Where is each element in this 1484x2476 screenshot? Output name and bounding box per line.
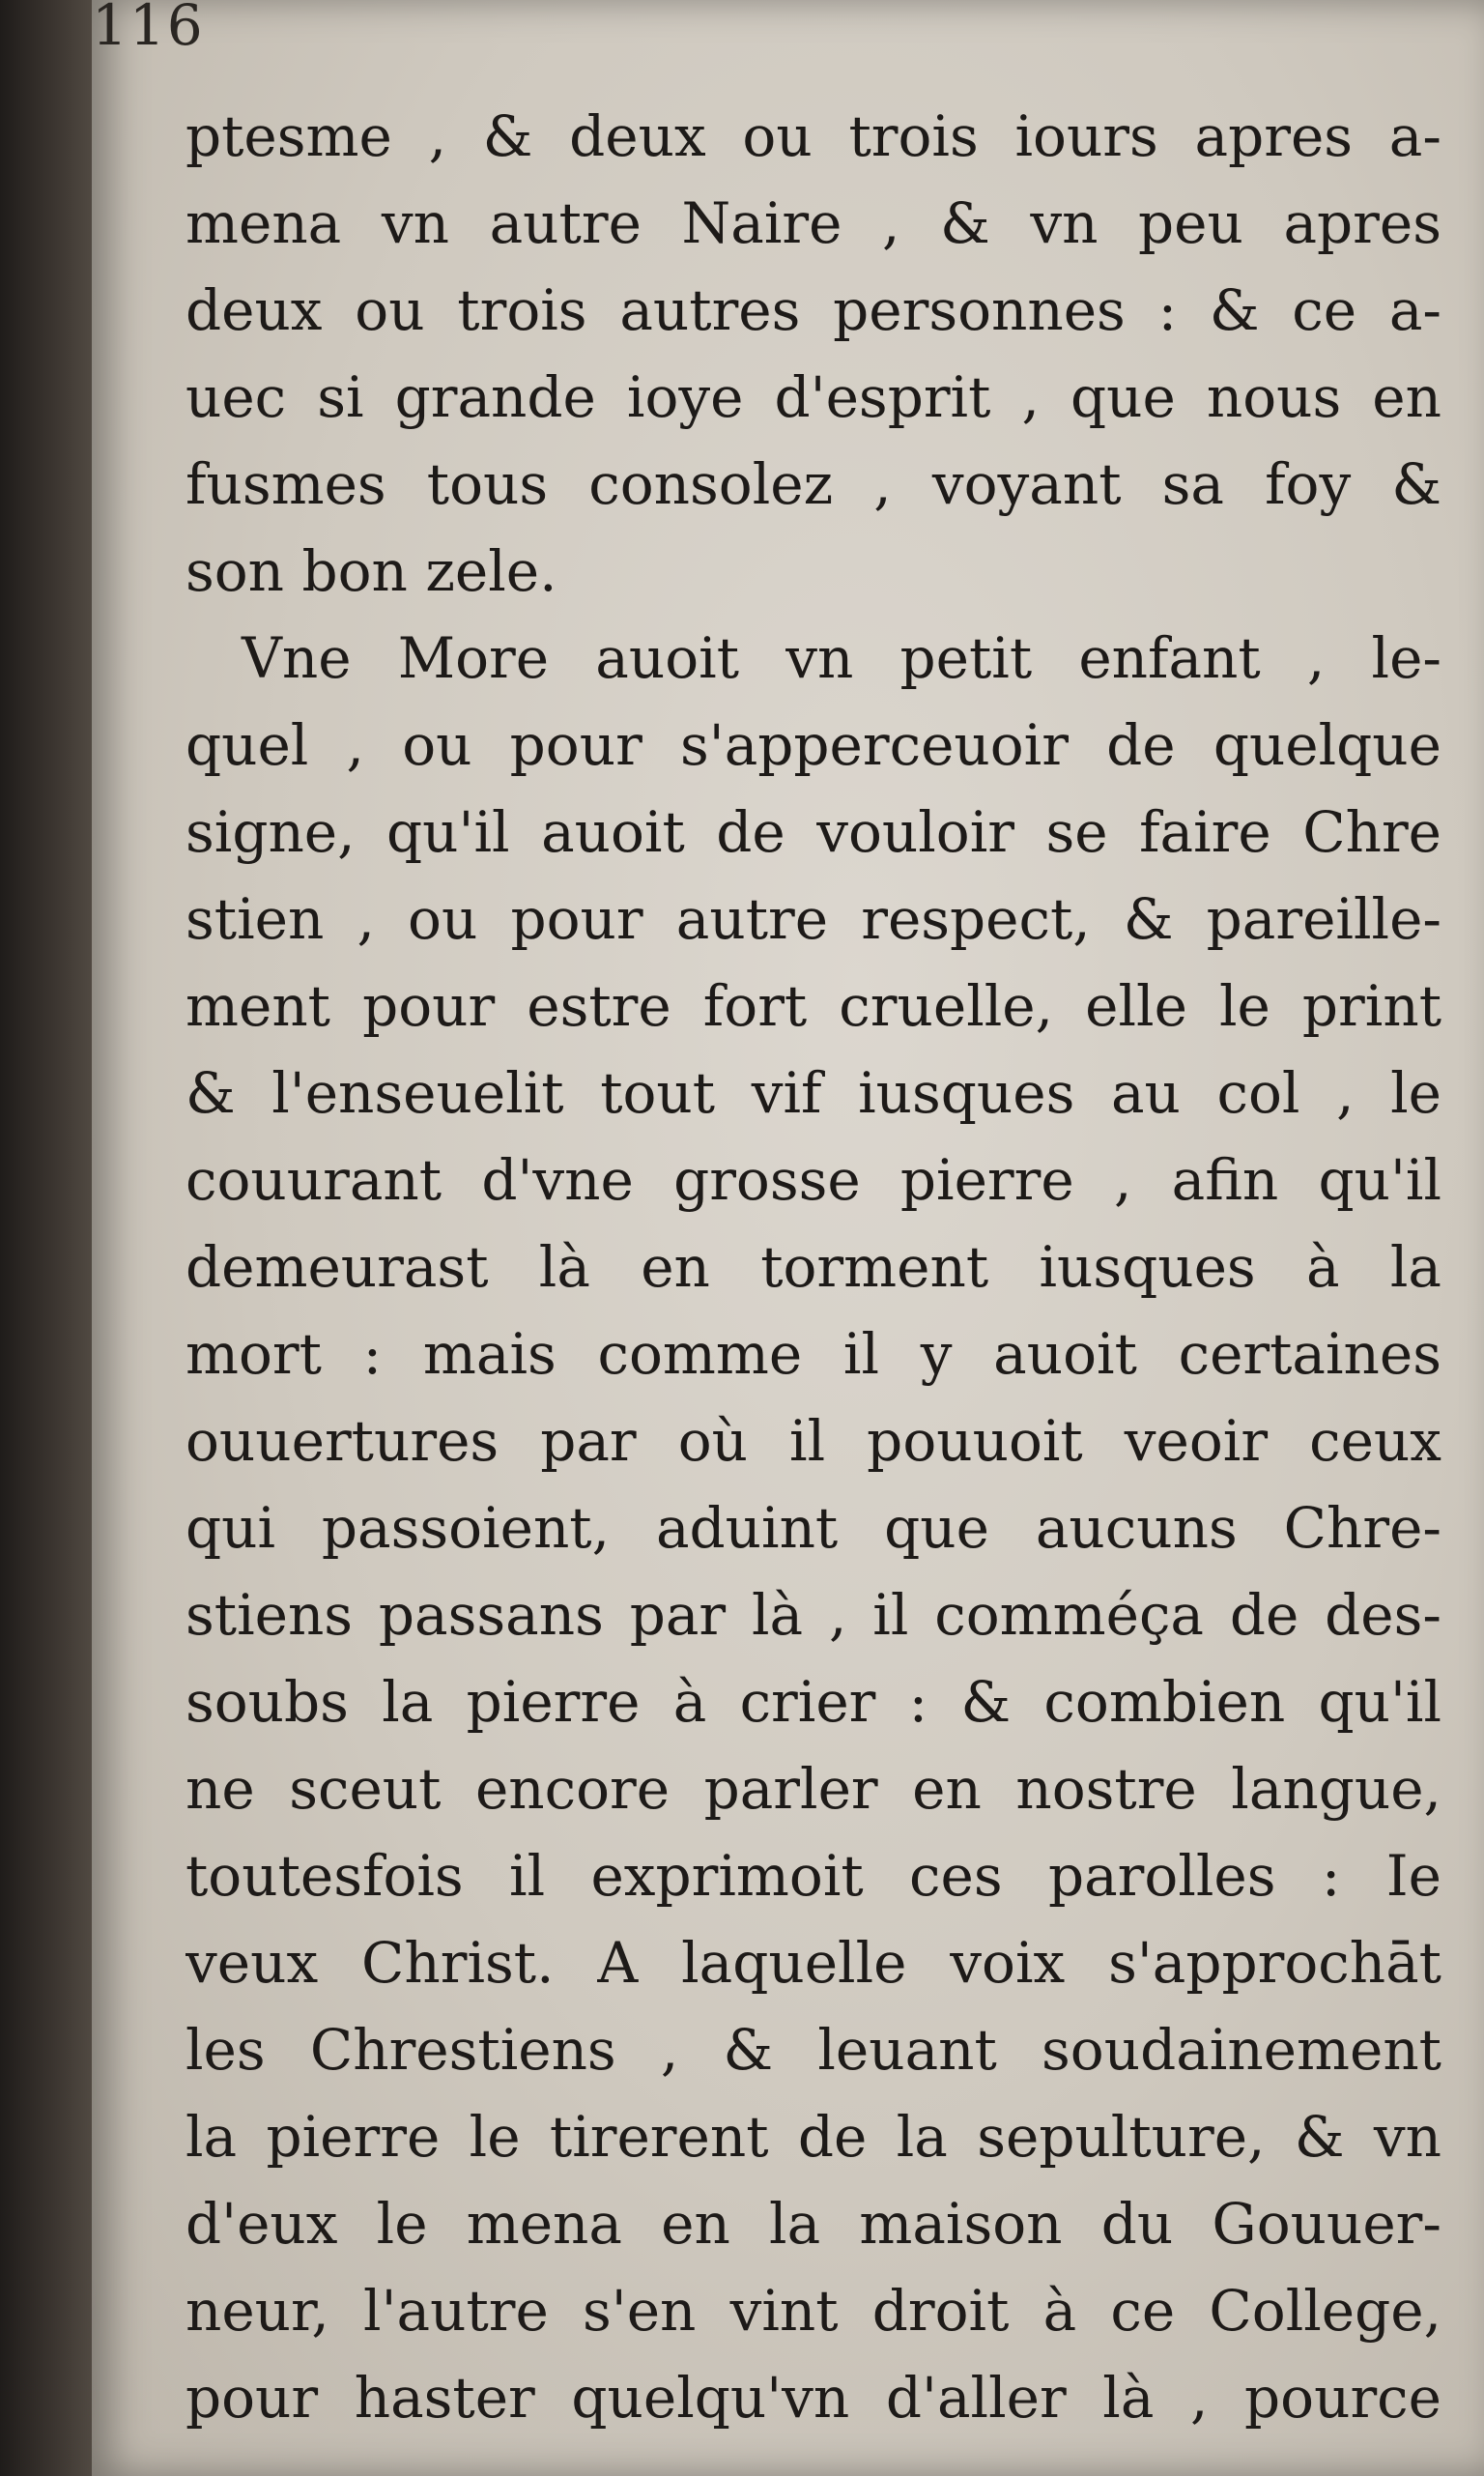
text-line-19: soubs la pierre à crier : & combien qu'il bbox=[186, 1669, 1441, 1735]
text-line-12: & l'enseuelit tout vif iusques au col , le bbox=[186, 1060, 1441, 1126]
text-line-25: d'eux le mena en la maison du Gouuer- bbox=[186, 2191, 1441, 2257]
page-number: 116 bbox=[92, 0, 205, 58]
text-line-27: pour haster quelqu'vn d'aller là , pource bbox=[186, 2365, 1441, 2431]
text-line-21: toutesfois il exprimoit ces parolles : Ie bbox=[186, 1843, 1441, 1909]
text-line-15: mort : mais comme il y auoit certaines bbox=[186, 1321, 1441, 1387]
text-line-5: fusmes tous consolez , voyant sa foy & bbox=[186, 451, 1441, 517]
text-line-24: la pierre le tirerent de la sepulture, & vn bbox=[186, 2104, 1441, 2170]
text-line-20: ne sceut encore parler en nostre langue, bbox=[186, 1756, 1441, 1822]
text-line-4: uec si grande ioye d'esprit , que nous en bbox=[186, 364, 1441, 430]
text-line-17: qui passoient, aduint que aucuns Chre- bbox=[186, 1495, 1441, 1561]
text-line-14: demeurast là en torment iusques à la bbox=[186, 1234, 1441, 1300]
text-line-13: couurant d'vne grosse pierre , afin qu'il bbox=[186, 1147, 1441, 1213]
text-line-16: ouuertures par où il pouuoit veoir ceux bbox=[186, 1408, 1441, 1474]
text-line-9: signe, qu'il auoit de vouloir se faire Chre bbox=[186, 799, 1441, 865]
text-line-7: Vne More auoit vn petit enfant , le- bbox=[242, 625, 1441, 691]
page-text-block bbox=[186, 93, 1441, 2441]
text-line-22: veux Christ. A laquelle voix s'approchāt bbox=[186, 1930, 1441, 1996]
text-line-2: mena vn autre Naire , & vn peu apres bbox=[186, 190, 1441, 256]
text-line-6: son bon zele. bbox=[186, 538, 557, 604]
text-line-18: stiens passans par là , il comméça de des- bbox=[186, 1582, 1441, 1648]
text-line-3: deux ou trois autres personnes : & ce a- bbox=[186, 277, 1441, 343]
text-line-10: stien , ou pour autre respect, & pareille- bbox=[186, 886, 1441, 952]
text-line-1: ptesme , & deux ou trois iours apres a- bbox=[186, 103, 1441, 169]
text-line-11: ment pour estre fort cruelle, elle le print bbox=[186, 973, 1441, 1039]
text-line-23: les Chrestiens , & leuant soudainement bbox=[186, 2017, 1441, 2083]
text-line-26: neur, l'autre s'en vint droit à ce College, bbox=[186, 2278, 1441, 2344]
text-line-8: quel , ou pour s'apperceuoir de quelque bbox=[186, 712, 1441, 778]
